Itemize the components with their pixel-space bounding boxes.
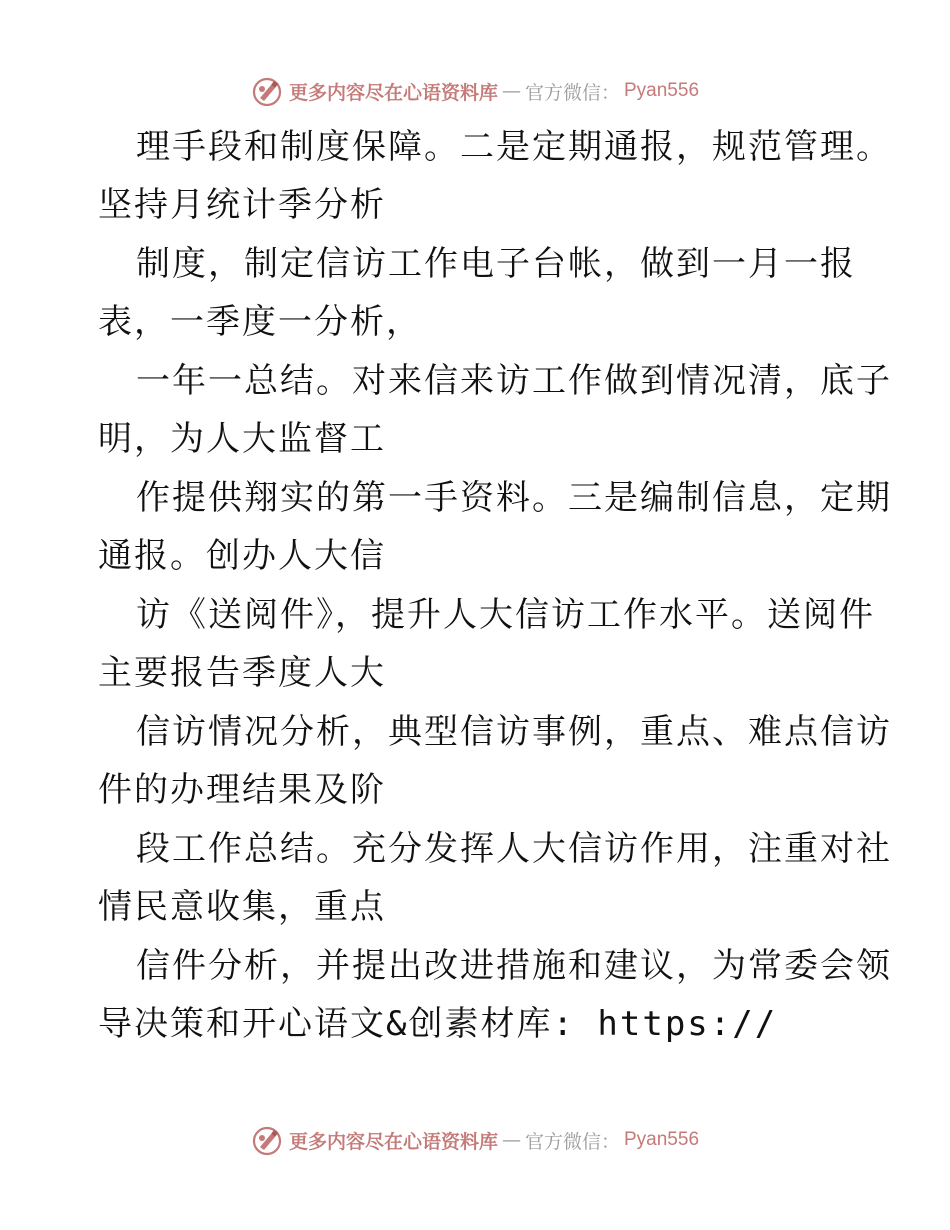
- body-line: 明，为人大监督工: [98, 419, 386, 459]
- header-banner-wechat-label: 官方微信：: [524, 81, 620, 104]
- body-line: 通报。创办人大信: [98, 536, 386, 576]
- body-line: 一年一总结。对来信来访工作做到情况清，底子: [136, 361, 892, 401]
- body-line: 主要报告季度人大: [98, 653, 386, 693]
- body-line: 坚持月统计季分析: [98, 185, 386, 225]
- pen-logo-icon: [251, 1124, 283, 1156]
- header-banner-dash: —: [501, 80, 521, 102]
- body-line: 表，一季度一分析，: [98, 302, 422, 342]
- pen-logo-icon: [251, 75, 283, 107]
- header-banner-account: Pyan556: [624, 80, 700, 101]
- footer-banner-account: Pyan556: [624, 1129, 700, 1150]
- body-line: 信访情况分析，典型信访事例，重点、难点信访: [136, 712, 892, 752]
- body-line: 情民意收集，重点: [98, 887, 386, 927]
- body-line: 理手段和制度保障。二是定期通报，规范管理。: [136, 127, 892, 167]
- header-banner: [0, 71, 950, 111]
- body-line: 件的办理结果及阶: [98, 770, 386, 810]
- footer-banner-wechat-label: 官方微信：: [524, 1130, 620, 1153]
- footer-banner: [0, 1120, 950, 1160]
- body-line: 访《送阅件》，提升人大信访工作水平。送阅件: [136, 595, 875, 635]
- body-line: 作提供翔实的第一手资料。三是编制信息，定期: [136, 478, 892, 518]
- body-line: 段工作总结。充分发挥人大信访作用，注重对社: [136, 829, 892, 869]
- footer-banner-title: 更多内容尽在心语资料库: [288, 1130, 498, 1153]
- body-line: 信件分析，并提出改进措施和建议，为常委会领: [136, 946, 892, 986]
- footer-banner-dash: —: [501, 1129, 521, 1151]
- header-banner-title: 更多内容尽在心语资料库: [288, 81, 498, 104]
- body-line: 导决策和开心语文&创素材库: https://: [98, 1004, 778, 1044]
- body-line: 制度，制定信访工作电子台帐，做到一月一报: [136, 244, 856, 284]
